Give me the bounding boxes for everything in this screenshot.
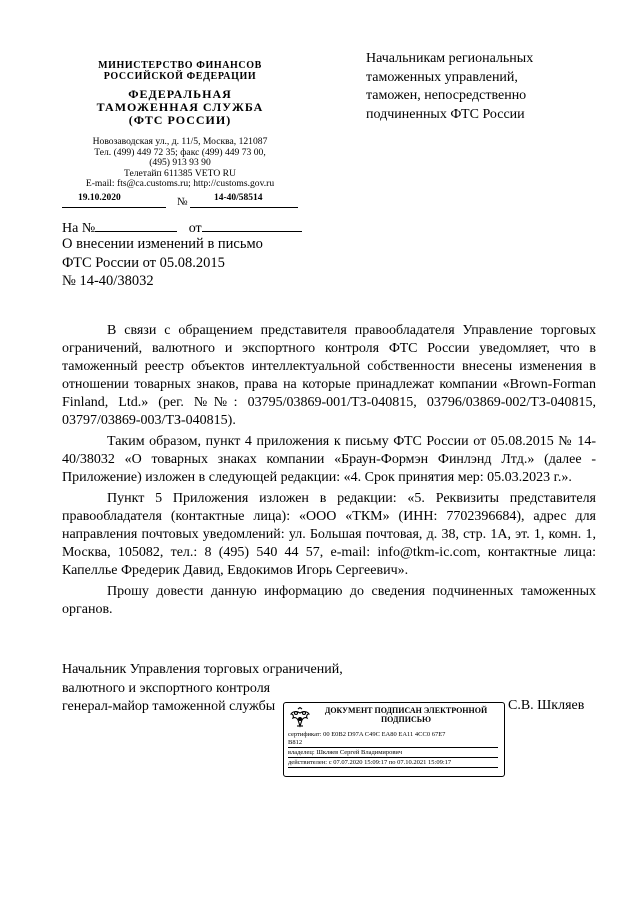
contact-info: Новозаводская ул., д. 11/5, Москва, 121087 Тел. (499) 449 72 35; факс (499) 449 73 00, (495) 913 93 90 Телетайп 611385 VETO RU E-mail: fts@ca.customs.ru; http://customs.gov.ru <box>85 136 275 189</box>
electronic-signature-stamp <box>283 702 505 777</box>
document-subject: О внесении изменений в письмо ФТС России от 05.08.2015 № 14-40/38032 <box>62 236 263 289</box>
body-paragraph: Пункт 5 Приложения изложен в редакции: «5. Реквизиты представителя правообладателя (контактные лица): «ООО «ТКМ» (ИНН: 7702396684), адрес для направления почтовых уведомлений: ул. Большая почтовая, д. 38, стр. 1А, эт. 1, комн. 1, Москва, 105082, тел.: 8 (495) 540 44 57, e-mail: info@tkm-ic.com, контактные лица: Капеллье Фредерик Давид, Евдокимов Игорь Сергеевич». <box>62 491 596 578</box>
number-sign: № <box>177 196 188 208</box>
stamp-owner: владелец: Шкляев Сергей Владимирович <box>288 749 403 756</box>
stamp-divider <box>288 767 498 768</box>
signatory-position: Начальник Управления торговых ограничений, валютного и экспортного контроля генерал-майор таможенной службы <box>62 662 343 714</box>
addressee: Начальникам региональных таможенных управлений, таможен, непосредственно подчиненных ФТС России <box>366 51 534 122</box>
body-paragraph: Таким образом, пункт 4 приложения к письму ФТС России от 05.08.2015 № 14-40/38032 «О товарных знаках компании «Браун-Формэн Финлэнд Лтд.» (далее - Приложение) изложен в следующей редакции: «4. Срок принятия мер: 05.03.2023 г.». <box>62 434 596 485</box>
date-underline <box>62 207 166 208</box>
signatory-name: С.В. Шкляев <box>508 698 585 713</box>
letter-body <box>62 322 596 619</box>
reference-number-blank <box>95 218 177 232</box>
stamp-validity: действителен: с 07.07.2020 15:09:17 по 07.10.2021 15:09:17 <box>288 759 452 766</box>
number-underline <box>190 207 298 208</box>
body-paragraph: Прошу довести данную информацию до сведения подчиненных таможенных органов. <box>62 584 596 617</box>
stamp-divider <box>288 747 498 748</box>
stamp-divider <box>288 757 498 758</box>
stamp-certificate: сертификат: 00 E0B2 D97A C49C EA80 EA11 4CC0 67E7 <box>288 731 446 738</box>
document-date: 19.10.2020 <box>78 193 121 203</box>
document-number: 14-40/58514 <box>214 193 263 203</box>
stamp-title: ДОКУМЕНТ ПОДПИСАН ЭЛЕКТРОННОЙ ПОДПИСЬЮ <box>324 706 488 724</box>
service-name: ФЕДЕРАЛЬНАЯ ТАМОЖЕННАЯ СЛУЖБА (ФТС РОССИИ) <box>96 87 264 127</box>
ministry-name: МИНИСТЕРСТВО ФИНАНСОВ РОССИЙСКОЙ ФЕДЕРАЦИИ <box>98 60 262 82</box>
reference-date-blank <box>202 218 302 232</box>
letterhead <box>62 60 298 190</box>
reference-number-label: На № <box>62 221 96 236</box>
body-paragraph: В связи с обращением представителя правообладателя Управление торговых ограничений, валютного и экспортного контроля ФТС России уведомляет, что в таможенный реестр объектов интеллектуальной собственности внесены изменения в отношении товарных знаков, права на которые принадлежат компании «Brown-Forman Finland, Ltd.» (рег. №№: 03795/03869-001/ТЗ-040815, 03796/03869-002/ТЗ-040815, 03797/03869-003/ТЗ-040815). <box>62 323 596 428</box>
stamp-certificate-continued: B812 <box>288 739 303 746</box>
reference-date-label: от <box>188 221 202 236</box>
double-headed-eagle-emblem-icon <box>288 706 312 730</box>
